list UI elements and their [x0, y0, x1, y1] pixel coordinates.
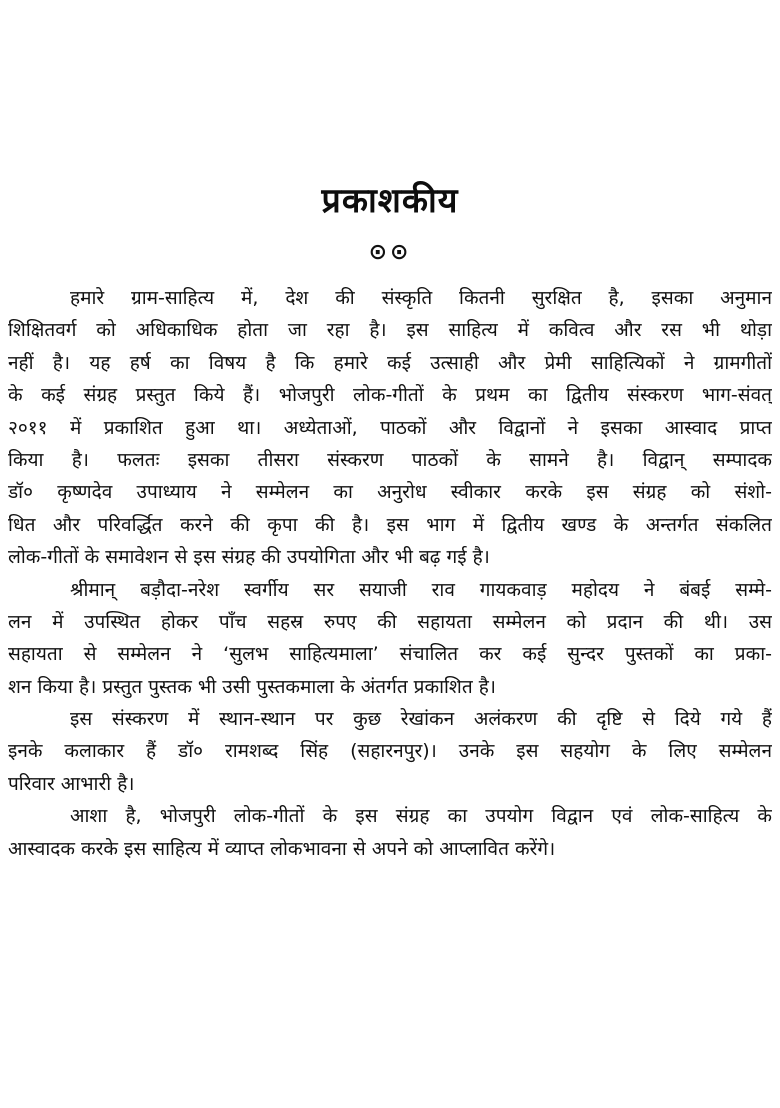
- preface-body: [8, 282, 772, 865]
- paragraph-1-line-2: शिक्षितवर्ग को अधिकाधिक होता जा रहा है। इस साहित्य में कवित्व और रस भी थोड़ा: [8, 319, 772, 342]
- paragraph-4-line-1: आशा है, भोजपुरी लोक-गीतों के इस संग्रह का उपयोग विद्वान एवं लोक-साहित्य के: [70, 805, 772, 828]
- title-ornament: ⊙⊙: [368, 240, 412, 265]
- paragraph-2-line-3: सहायता से सम्मेलन ने ‘सुलभ साहित्यमाला’ संचालित कर कई सुन्दर पुस्तकों का प्रका-: [8, 643, 772, 666]
- paragraph-1-line-8: धित और परिवर्द्धित करने की कृपा की है। इस भाग में द्वितीय खण्ड के अन्तर्गत संकलित: [8, 513, 772, 536]
- paragraph-2-line-4: शन किया है। प्रस्तुत पुस्तक भी उसी पुस्तकमाला के अंतर्गत प्रकाशित है।: [8, 675, 497, 698]
- paragraph-3-line-3: परिवार आभारी है।: [8, 772, 135, 795]
- paragraph-1-line-6: किया है। फलतः इसका तीसरा संस्करण पाठकों के सामने है। विद्वान् सम्पादक: [8, 448, 772, 471]
- page-title: प्रकाशकीय: [321, 181, 459, 221]
- paragraph-3-line-2: इनके कलाकार हैं डॉ० रामशब्द सिंह (सहारनपुर)। उनके इस सहयोग के लिए सम्मेलन: [8, 740, 772, 763]
- paragraph-1-line-5: २०११ में प्रकाशित हुआ था। अध्येताओं, पाठकों और विद्वानों ने इसका आस्वाद प्राप्त: [8, 416, 772, 439]
- paragraph-1-line-9: लोक-गीतों के समावेशन से इस संग्रह की उपयोगिता और भी बढ़ गई है।: [8, 546, 490, 569]
- paragraph-4-line-2: आस्वादक करके इस साहित्य में व्याप्त लोकभावना से अपने को आप्लावित करेंगे।: [8, 837, 556, 860]
- paragraph-2-line-1: श्रीमान् बड़ौदा-नरेश स्वर्गीय सर सयाजी राव गायकवाड़ महोदय ने बंबई सम्मे-: [70, 578, 772, 601]
- paragraph-1-line-4: के कई संग्रह प्रस्तुत किये हैं। भोजपुरी लोक-गीतों के प्रथम का द्वितीय संस्करण भाग-संवत्: [8, 384, 772, 407]
- paragraph-2-line-2: लन में उपस्थित होकर पाँच सहस्र रुपए की सहायता सम्मेलन को प्रदान की थी। उस: [8, 610, 772, 633]
- paragraph-1-line-3: नहीं है। यह हर्ष का विषय है कि हमारे कई उत्साही और प्रेमी साहित्यिकों ने ग्रामगीतों: [8, 351, 772, 374]
- paragraph-1-line-7: डॉ० कृष्णदेव उपाध्याय ने सम्मेलन का अनुरोध स्वीकार करके इस संग्रह को संशो-: [8, 481, 772, 504]
- paragraph-3-line-1: इस संस्करण में स्थान-स्थान पर कुछ रेखांकन अलंकरण की दृष्टि से दिये गये हैं: [70, 708, 772, 731]
- paragraph-1-line-1: हमारे ग्राम-साहित्य में, देश की संस्कृति कितनी सुरक्षित है, इसका अनुमान: [70, 287, 772, 309]
